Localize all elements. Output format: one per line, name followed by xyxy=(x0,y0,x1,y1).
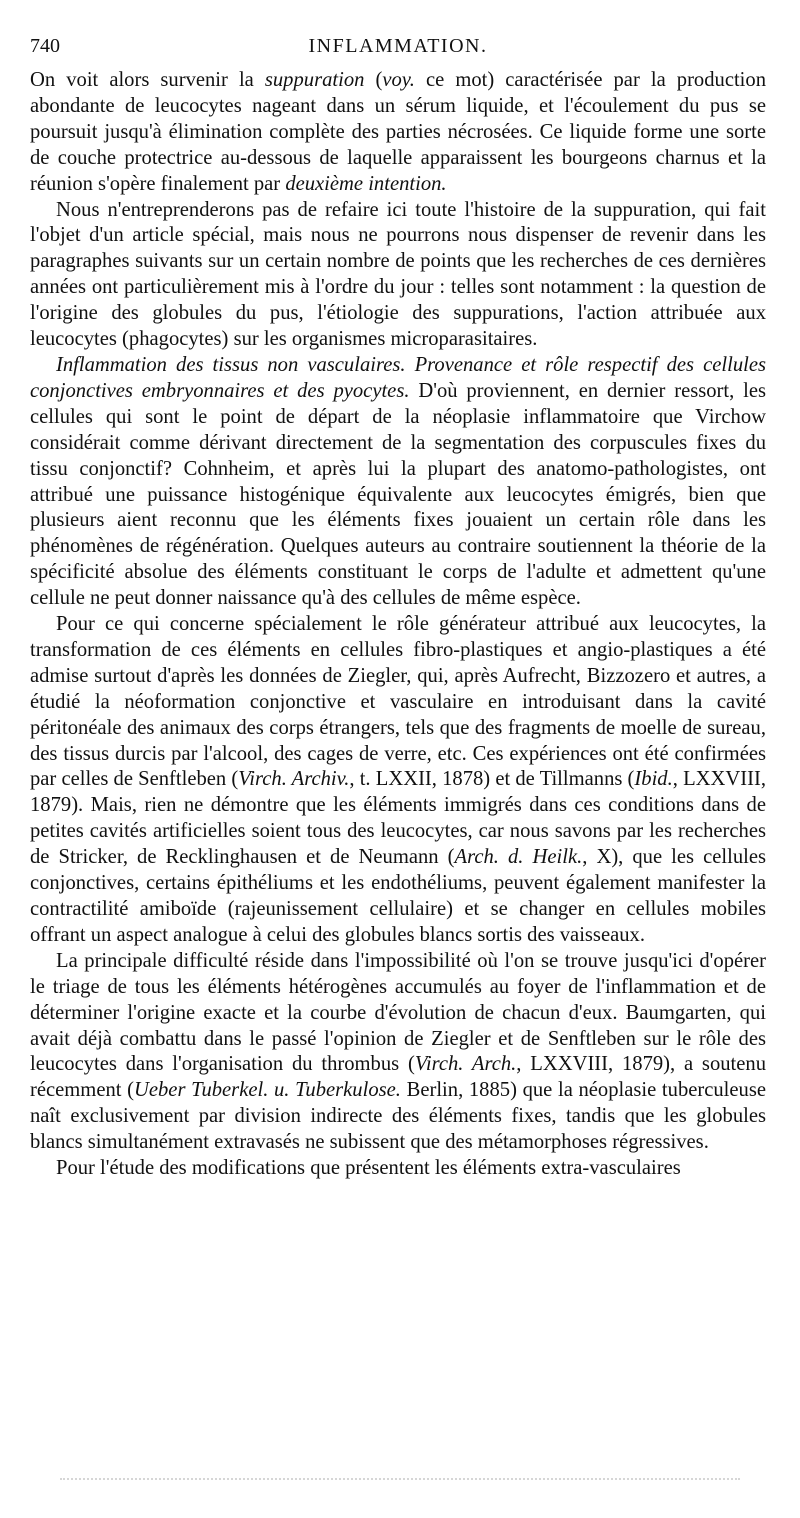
text-run: , t. LXXII, 1878) et de Tillmanns ( xyxy=(349,768,635,791)
italic-text: suppuration xyxy=(264,69,365,91)
italic-text: Ibid. xyxy=(634,768,673,791)
footer-rule xyxy=(60,1478,740,1484)
text-run: On voit alors survenir la xyxy=(30,69,265,91)
text-run: , LXXVIII, 1879), a soutenu récemment ( xyxy=(30,1053,766,1102)
italic-text: Virch. Arch. xyxy=(414,1053,517,1076)
italic-text: Arch. d. Heilk. xyxy=(454,846,583,869)
text-run: La principale difficulté réside dans l'impossibilité où l'on se trouve jusqu'ici d'opérer le triage de tous les éléments hétérogènes accumulés au foyer de l'inflammation et de déterminer l'origine exacte et la courbe d'évolution de chacun d'eux. Baumgarten, qui avait déjà combattu dans le passé l'opinion de Ziegler et de Senftleben sur le rôle des leucocytes dans l'organisation du thrombus ( xyxy=(30,949,766,1076)
body-text xyxy=(30,68,766,1182)
text-run: Pour ce qui concerne spécialement le rôle générateur attribué aux leucocytes, la transformation de ces éléments en cellules fibro-plastiques et angio-plastiques a été admise surtout d'après les données de Ziegler, qui, après Aufrecht, Bizzozero et autres, a étudié la néoformation conjonctive et vasculaire en introduisant dans la cavité péritonéale des animaux des corps étrangers, tels que des fragments de moelle de sureau, des tissus durcis par l'alcool, des cages de verre, etc. Ces expériences ont été confirmées par celles de Senftleben ( xyxy=(30,613,766,791)
text-run: Pour l'étude des modifications que présentent les éléments extra-vasculaires xyxy=(56,1157,681,1180)
paragraph xyxy=(30,612,766,949)
text-run: D'où proviennent, en dernier ressort, les cellules qui sont le point de départ de la néoplasie inflammatoire que Virchow considérait comme dérivant directement de la segmentation des corpuscules fixes du tissu conjonctif? Cohnheim, et après lui la plupart des anatomo-pathologistes, ont attribué une puissance histogénique équivalente aux leucocytes émigrés, bien que plusieurs aient reconnu que les éléments fixes jouaient un certain rôle dans les phénomènes de régénération. Quelques auteurs au contraire soutiennent la théorie de la spécificité absolue des éléments constituant le corps de l'adulte et admettent qu'une cellule ne peut donner naissance qu'à des cellules de même espèce. xyxy=(30,379,767,610)
paragraph xyxy=(30,353,766,612)
italic-text: deuxième intention. xyxy=(285,172,447,195)
page-header xyxy=(30,30,766,68)
text-run: , LXXVIII, 1879). Mais, rien ne démontre que les éléments immigrés dans ces conditions dans de petites cavités artificielles soient tous des leucocytes, car nous savons par les recherches de Stricker, de Recklinghausen et de Neumann ( xyxy=(30,768,766,869)
text-run: ( xyxy=(364,69,383,91)
paragraph xyxy=(30,68,766,198)
text-run: Nous n'entreprenderons pas de refaire ici toute l'histoire de la suppuration, qui fait l'objet d'un article spécial, mais nous ne pourrons nous dispenser de revenir dans les paragraphes suivants sur un certain nombre de points que les recherches de ces dernières années ont particulièrement mis à l'ordre du jour : telles sont notamment : la question de l'origine des globules du pus, l'étiologie des suppurations, l'action attribuée aux leucocytes (phagocytes) sur les organismes microparasitaires. xyxy=(30,198,766,351)
paragraph xyxy=(30,949,766,1156)
text-run: , X), que les cellules conjonctives, certains épithéliums et les endothéliums, peuvent également manifester la contractilité amiboïde (rajeunissement cellulaire) et se changer en cellules mobiles offrant un aspect analogue à celui des globules blancs sortis des vaisseaux. xyxy=(30,846,766,946)
page-number: 740 xyxy=(30,35,60,57)
paragraph xyxy=(30,1156,766,1182)
text-run: Berlin, 1885) que la néoplasie tuberculeuse naît exclusivement par division indirecte des éléments fixes, tandis que les globules blancs simultanément extravasés ne subissent que des métamorphoses régressives. xyxy=(30,1079,766,1154)
paragraph xyxy=(30,198,766,353)
italic-text: Inflammation des tissus non vasculaires. Provenance et rôle respectif des cellules conjonctives embryonnaires et des pyocytes. xyxy=(30,353,766,402)
text-run: ce mot) caractérisée par la production abondante de leucocytes nageant dans un sérum liquide, et l'écoulement du pus se poursuit jusqu'à élimination complète des parties nécrosées. Ce liquide forme une sorte de couche protectrice au-dessous de laquelle apparaissent les bourgeons charnus et la réunion s'opère finalement par xyxy=(30,69,767,195)
document-page xyxy=(30,30,766,1182)
italic-text: Virch. Archiv. xyxy=(238,768,350,791)
italic-text: voy. xyxy=(382,69,415,91)
italic-text: Ueber Tuberkel. u. Tuberkulose. xyxy=(134,1079,401,1102)
running-title: INFLAMMATION. xyxy=(308,35,488,57)
